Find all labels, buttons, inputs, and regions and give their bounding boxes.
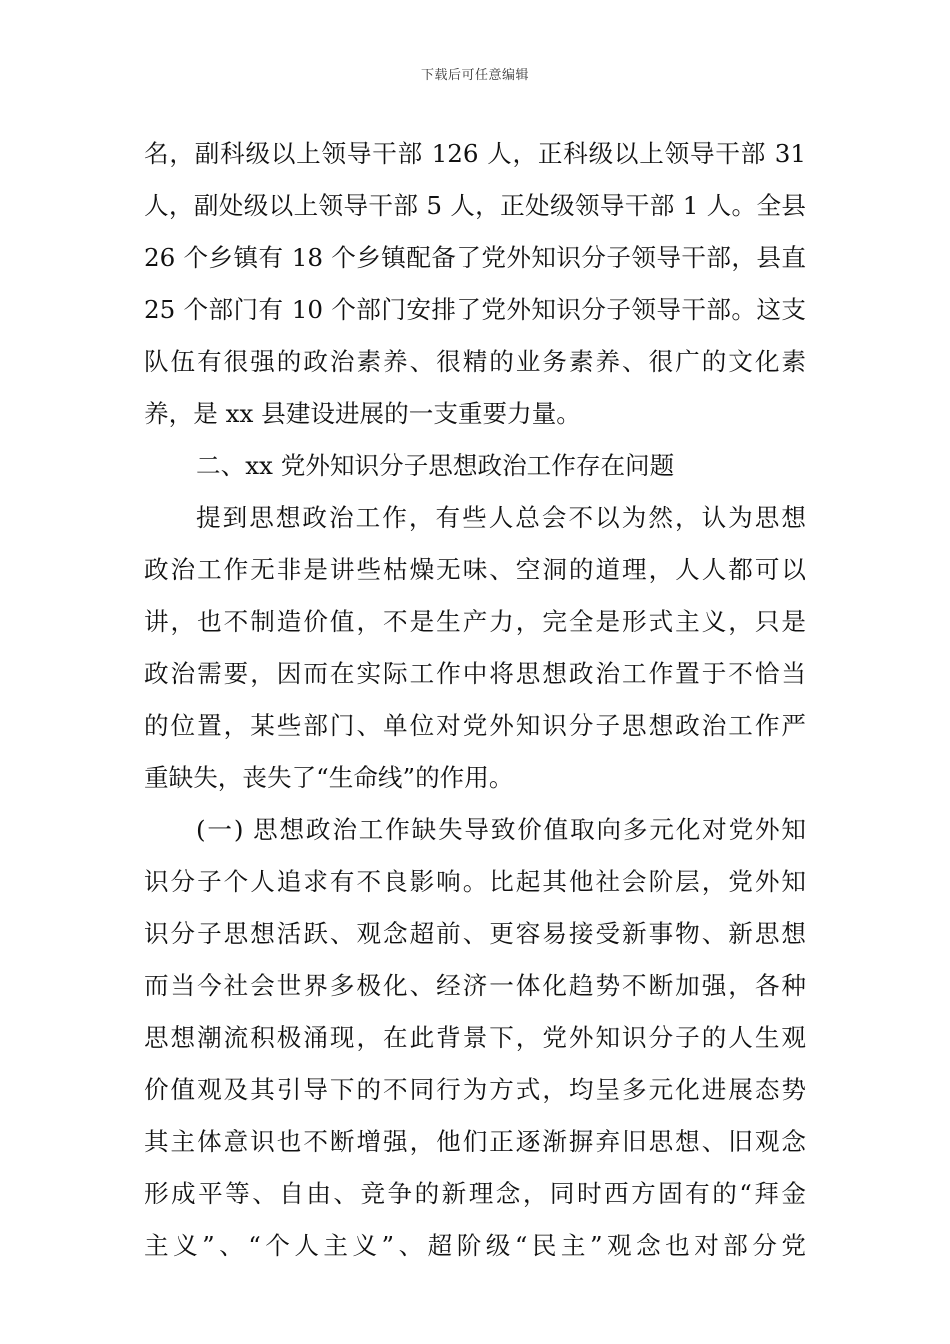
text-line: 识分子思想活跃、观念超前、更容易接受新事物、新思想: [144, 919, 806, 948]
text-line: 其主体意识也不断增强，他们正逐渐摒弃旧思想、旧观念: [144, 1127, 806, 1156]
text-line: 重缺失，丧失了“生命线”的作用。: [144, 763, 514, 792]
text-line: 提到思想政治工作，有些人总会不以为然，认为思想: [196, 503, 806, 532]
page-header-note: 下载后可任意编辑: [420, 68, 529, 83]
text-line: 形成平等、自由、竞争的新理念，同时西方固有的“拜金: [144, 1179, 806, 1208]
section-heading: 二、xx 党外知识分子思想政治工作存在问题: [196, 451, 675, 480]
text-line: 政治工作无非是讲些枯燥无味、空洞的道理，人人都可以: [144, 555, 806, 584]
text-line: 政治需要，因而在实际工作中将思想政治工作置于不恰当: [144, 659, 806, 688]
document-body: [144, 128, 806, 1272]
text-line: 而当今社会世界多极化、经济一体化趋势不断加强，各种: [144, 971, 806, 1000]
text-line: 队伍有很强的政治素养、很精的业务素养、很广的文化素: [144, 347, 806, 376]
subsection-paragraph-start: (一) 思想政治工作缺失导致价值取向多元化对党外知: [196, 815, 806, 844]
text-line: 26 个乡镇有 18 个乡镇配备了党外知识分子领导干部，县直: [144, 243, 806, 272]
text-line: 的位置，某些部门、单位对党外知识分子思想政治工作严: [144, 711, 806, 740]
text-line: 讲，也不制造价值，不是生产力，完全是形式主义，只是: [144, 607, 806, 636]
text-line: 价值观及其引导下的不同行为方式，均呈多元化进展态势: [144, 1075, 806, 1104]
text-line: 人，副处级以上领导干部 5 人，正处级领导干部 1 人。全县: [144, 191, 806, 220]
text-line: 思想潮流积极涌现，在此背景下，党外知识分子的人生观: [144, 1023, 806, 1052]
text-line: 名，副科级以上领导干部 126 人，正科级以上领导干部 31: [144, 139, 806, 168]
text-line: 养，是 xx 县建设进展的一支重要力量。: [144, 399, 581, 428]
text-line: 识分子个人追求有不良影响。比起其他社会阶层，党外知: [144, 867, 806, 896]
text-line: 25 个部门有 10 个部门安排了党外知识分子领导干部。这支: [144, 295, 806, 324]
text-line: 主义”、“个人主义”、超阶级“民主”观念也对部分党: [144, 1231, 806, 1260]
